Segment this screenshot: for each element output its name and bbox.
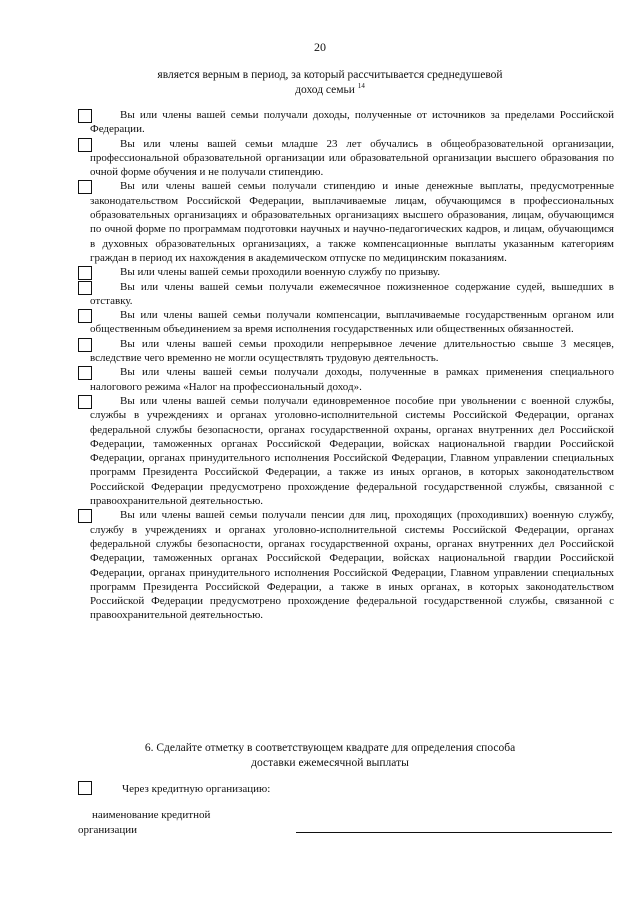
condition-text: Вы или члены вашей семьи получали единовременное пособие при увольнении с военной службы, службы в учреждениях и органах уголовно-исполнительной системы Российской Федерации, органах федеральной службы безопасности, органах государственной охраны, органах внутренних дел Российской Федерации, таможенных органах Российской Федерации, войсках национальной гвардии Российской Федерации, органах принудительного исполнения Российской Федерации, Главном управлении специальных программ Президента Российской Федерации, а также из иных органов, в которых законодательством Российской Федерации предусмотрено прохождение федеральной государственной службы, связанной с правоохранительной деятельностью. xyxy=(90,394,614,508)
condition-item-public-duties xyxy=(78,308,614,337)
page-number: 20 xyxy=(314,40,326,54)
condition-text: Вы или члены вашей семьи получали доходы, полученные в рамках применения специального налогового режима «Налог на профессиональный доход». xyxy=(90,366,614,393)
condition-item-long-treatment xyxy=(78,337,614,366)
condition-item-discharge-benefit xyxy=(78,394,614,508)
bank-name-label-line-1: наименование кредитной xyxy=(92,809,211,821)
section-6-line-2: доставки ежемесячной выплаты xyxy=(251,757,409,769)
condition-item-self-employed xyxy=(78,365,614,394)
condition-item-judge-allowance xyxy=(78,280,614,309)
condition-text: Вы или члены вашей семьи получали доходы, полученные от источников за пределами Российской Федерации. xyxy=(90,109,614,136)
bank-name-label xyxy=(78,808,278,837)
condition-checkbox[interactable] xyxy=(78,138,92,152)
condition-checkbox[interactable] xyxy=(78,509,92,523)
condition-checkbox[interactable] xyxy=(78,395,92,409)
condition-checkbox[interactable] xyxy=(78,366,92,380)
condition-item-stipend xyxy=(78,179,614,265)
condition-text: Вы или члены вашей семьи проходили военную службу по призыву. xyxy=(120,266,440,279)
condition-text: Вы или члены вашей семьи получали компенсации, выплачиваемые государственным органом или общественным объединением за время исполнения государственных или общественных обязанностей. xyxy=(90,309,614,336)
condition-checkbox[interactable] xyxy=(78,266,92,280)
condition-checkbox[interactable] xyxy=(78,281,92,295)
condition-text: Вы или члены вашей семьи получали стипендию и иные денежные выплаты, предусмотренные законодательством Российской Федерации, выплачиваемые лицам, обучающимся в профессиональных образовательных организациях и образовательных организациях высшего образования, лицам, обучающимся по очной форме по программам подготовки научных и научно-педагогических кадров, и лицам, обучающимся в духовных образовательных организациях, а также компенсационные выплаты указанным категориям граждан в период их нахождения в академическом отпуске по медицинским показаниям. xyxy=(90,180,614,264)
footnote-marker: 14 xyxy=(357,82,365,91)
condition-item-student-no-stipend xyxy=(78,137,614,180)
intro-text xyxy=(120,68,540,98)
condition-text: Вы или члены вашей семьи младше 23 лет обучались в общеобразовательной организации, профессиональной образовательной организации или образовательной организации высшего образования по очной форме обучения и не получали стипендию. xyxy=(90,137,614,179)
intro-line-2 xyxy=(120,83,540,98)
condition-text: Вы или члены вашей семьи получали пенсии для лиц, проходящих (проходивших) военную службу, службу в учреждениях и органах уголовно-исполнительной системы Российской Федерации, органах федеральной службы безопасности, органах государственной охраны, органах внутренних дел Российской Федерации, таможенных органах Российской Федерации, войсках национальной гвардии Российской Федерации, органах принудительного исполнения Российской Федерации, Главном управлении специальных программ Президента Российской Федерации, а также в иных органах, в которых законодательством Российской Федерации предусмотрено прохождение федеральной государственной службы, связанной с правоохранительной деятельностью. xyxy=(90,509,614,622)
condition-item-conscription xyxy=(78,265,614,279)
intro-line-1: является верным в период, за который рассчитывается среднедушевой xyxy=(157,69,503,81)
section-6-heading xyxy=(110,741,550,771)
condition-checkbox[interactable] xyxy=(78,109,92,123)
intro-line-2-text: доход семьи xyxy=(295,84,355,96)
bank-name-field[interactable] xyxy=(296,832,612,833)
condition-checkbox[interactable] xyxy=(78,309,92,323)
bank-name-label-line-2: организации xyxy=(78,823,138,836)
condition-item-service-pension xyxy=(78,508,614,622)
section-6-line-1: 6. Сделайте отметку в соответствующем квадрате для определения способа xyxy=(144,742,516,754)
condition-text: Вы или члены вашей семьи проходили непрерывное лечение длительностью свыше 3 месяцев, вследствие чего временно не могли осуществлять трудовую деятельность. xyxy=(90,337,614,365)
delivery-checkbox[interactable] xyxy=(78,781,92,795)
condition-item-foreign-income xyxy=(78,108,614,137)
delivery-option-label: Через кредитную организацию: xyxy=(122,783,271,795)
income-conditions-list xyxy=(78,108,614,623)
condition-checkbox[interactable] xyxy=(78,338,92,352)
condition-checkbox[interactable] xyxy=(78,180,92,194)
condition-text: Вы или члены вашей семьи получали ежемесячное пожизненное содержание судей, вышедших в отставку. xyxy=(90,280,614,307)
